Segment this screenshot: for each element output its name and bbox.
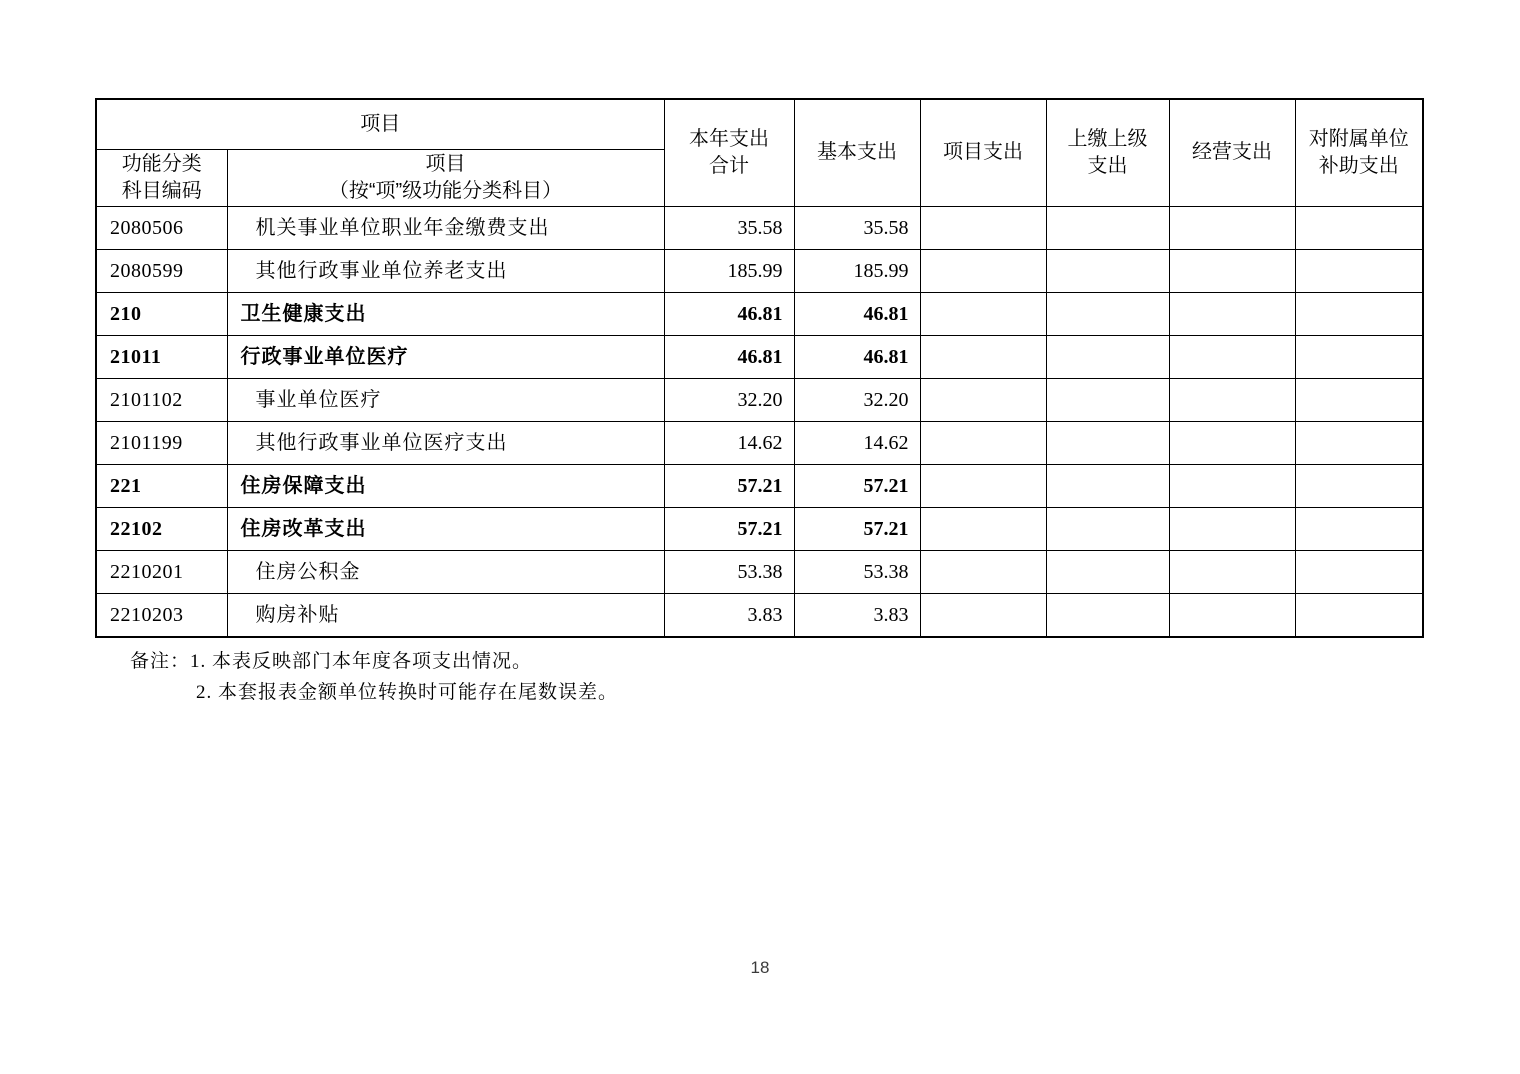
item-cell: 其他行政事业单位医疗支出	[227, 421, 664, 464]
item-cell: 机关事业单位职业年金缴费支出	[227, 206, 664, 249]
project-cell	[920, 378, 1046, 421]
header-project-expenditure: 项目支出	[920, 99, 1046, 206]
item-cell: 事业单位医疗	[227, 378, 664, 421]
subsidy-cell	[1295, 464, 1423, 507]
upper-cell	[1046, 335, 1169, 378]
upper-cell	[1046, 378, 1169, 421]
operating-cell	[1169, 249, 1295, 292]
operating-cell	[1169, 421, 1295, 464]
upper-cell	[1046, 593, 1169, 637]
operating-cell	[1169, 378, 1295, 421]
subsidy-cell	[1295, 550, 1423, 593]
table-row	[96, 335, 1423, 378]
item-cell: 行政事业单位医疗	[227, 335, 664, 378]
total-cell: 14.62	[664, 421, 794, 464]
code-cell: 210	[96, 292, 227, 335]
basic-cell: 32.20	[794, 378, 920, 421]
total-cell: 46.81	[664, 292, 794, 335]
item-cell: 住房保障支出	[227, 464, 664, 507]
code-cell: 2080506	[96, 206, 227, 249]
note-line-1	[130, 646, 618, 677]
expenditure-table	[95, 98, 1424, 638]
basic-cell: 14.62	[794, 421, 920, 464]
header-subsidy-affiliated: 对附属单位 补助支出	[1295, 99, 1423, 206]
table-row	[96, 206, 1423, 249]
table-row	[96, 249, 1423, 292]
basic-cell: 185.99	[794, 249, 920, 292]
project-cell	[920, 249, 1046, 292]
header-project-group	[96, 99, 664, 149]
header-function-code: 功能分类 科目编码	[96, 149, 227, 206]
total-cell: 3.83	[664, 593, 794, 637]
code-cell: 2210203	[96, 593, 227, 637]
subsidy-cell	[1295, 593, 1423, 637]
project-cell	[920, 335, 1046, 378]
code-cell: 22102	[96, 507, 227, 550]
table-row	[96, 550, 1423, 593]
table-row	[96, 593, 1423, 637]
operating-cell	[1169, 464, 1295, 507]
upper-cell	[1046, 550, 1169, 593]
operating-cell	[1169, 292, 1295, 335]
item-cell: 住房公积金	[227, 550, 664, 593]
basic-cell: 46.81	[794, 335, 920, 378]
code-cell: 2210201	[96, 550, 227, 593]
project-cell	[920, 507, 1046, 550]
subsidy-cell	[1295, 378, 1423, 421]
header-item-by-level: 项目 （按“项”级功能分类科目）	[227, 149, 664, 206]
basic-cell: 57.21	[794, 507, 920, 550]
upper-cell	[1046, 464, 1169, 507]
code-cell: 21011	[96, 335, 227, 378]
project-cell	[920, 464, 1046, 507]
upper-cell	[1046, 249, 1169, 292]
project-cell	[920, 206, 1046, 249]
operating-cell	[1169, 335, 1295, 378]
subsidy-cell	[1295, 206, 1423, 249]
operating-cell	[1169, 550, 1295, 593]
total-cell: 185.99	[664, 249, 794, 292]
project-cell	[920, 292, 1046, 335]
table-header	[96, 99, 1423, 206]
table-row	[96, 421, 1423, 464]
subsidy-cell	[1295, 249, 1423, 292]
basic-cell: 53.38	[794, 550, 920, 593]
note-line-2: 2. 本套报表金额单位转换时可能存在尾数误差。	[196, 682, 619, 703]
basic-cell: 57.21	[794, 464, 920, 507]
project-cell	[920, 421, 1046, 464]
header-project-group-label: 项目	[360, 112, 401, 135]
total-cell: 57.21	[664, 507, 794, 550]
basic-cell: 35.58	[794, 206, 920, 249]
total-cell: 53.38	[664, 550, 794, 593]
operating-cell	[1169, 593, 1295, 637]
page-number: 18	[750, 958, 770, 977]
note-1-text: 1. 本表反映部门本年度各项支出情况。	[190, 651, 533, 672]
notes	[130, 646, 618, 708]
header-total-current-year: 本年支出 合计	[664, 99, 794, 206]
code-cell: 2101102	[96, 378, 227, 421]
code-cell: 2101199	[96, 421, 227, 464]
table-row	[96, 507, 1423, 550]
code-cell: 221	[96, 464, 227, 507]
upper-cell	[1046, 507, 1169, 550]
table-row	[96, 378, 1423, 421]
project-cell	[920, 550, 1046, 593]
total-cell: 32.20	[664, 378, 794, 421]
total-cell: 46.81	[664, 335, 794, 378]
table-row	[96, 464, 1423, 507]
project-cell	[920, 593, 1046, 637]
upper-cell	[1046, 421, 1169, 464]
code-cell: 2080599	[96, 249, 227, 292]
upper-cell	[1046, 292, 1169, 335]
subsidy-cell	[1295, 335, 1423, 378]
header-operating-expenditure: 经营支出	[1169, 99, 1295, 206]
item-cell: 其他行政事业单位养老支出	[227, 249, 664, 292]
operating-cell	[1169, 507, 1295, 550]
header-basic-expenditure: 基本支出	[794, 99, 920, 206]
operating-cell	[1169, 206, 1295, 249]
subsidy-cell	[1295, 507, 1423, 550]
item-cell: 卫生健康支出	[227, 292, 664, 335]
table-body	[96, 206, 1423, 637]
upper-cell	[1046, 206, 1169, 249]
item-cell: 购房补贴	[227, 593, 664, 637]
total-cell: 35.58	[664, 206, 794, 249]
basic-cell: 46.81	[794, 292, 920, 335]
header-upper-level-expenditure: 上缴上级 支出	[1046, 99, 1169, 206]
table-row	[96, 292, 1423, 335]
total-cell: 57.21	[664, 464, 794, 507]
subsidy-cell	[1295, 292, 1423, 335]
basic-cell: 3.83	[794, 593, 920, 637]
notes-label: 备注：	[130, 651, 191, 672]
subsidy-cell	[1295, 421, 1423, 464]
item-cell: 住房改革支出	[227, 507, 664, 550]
